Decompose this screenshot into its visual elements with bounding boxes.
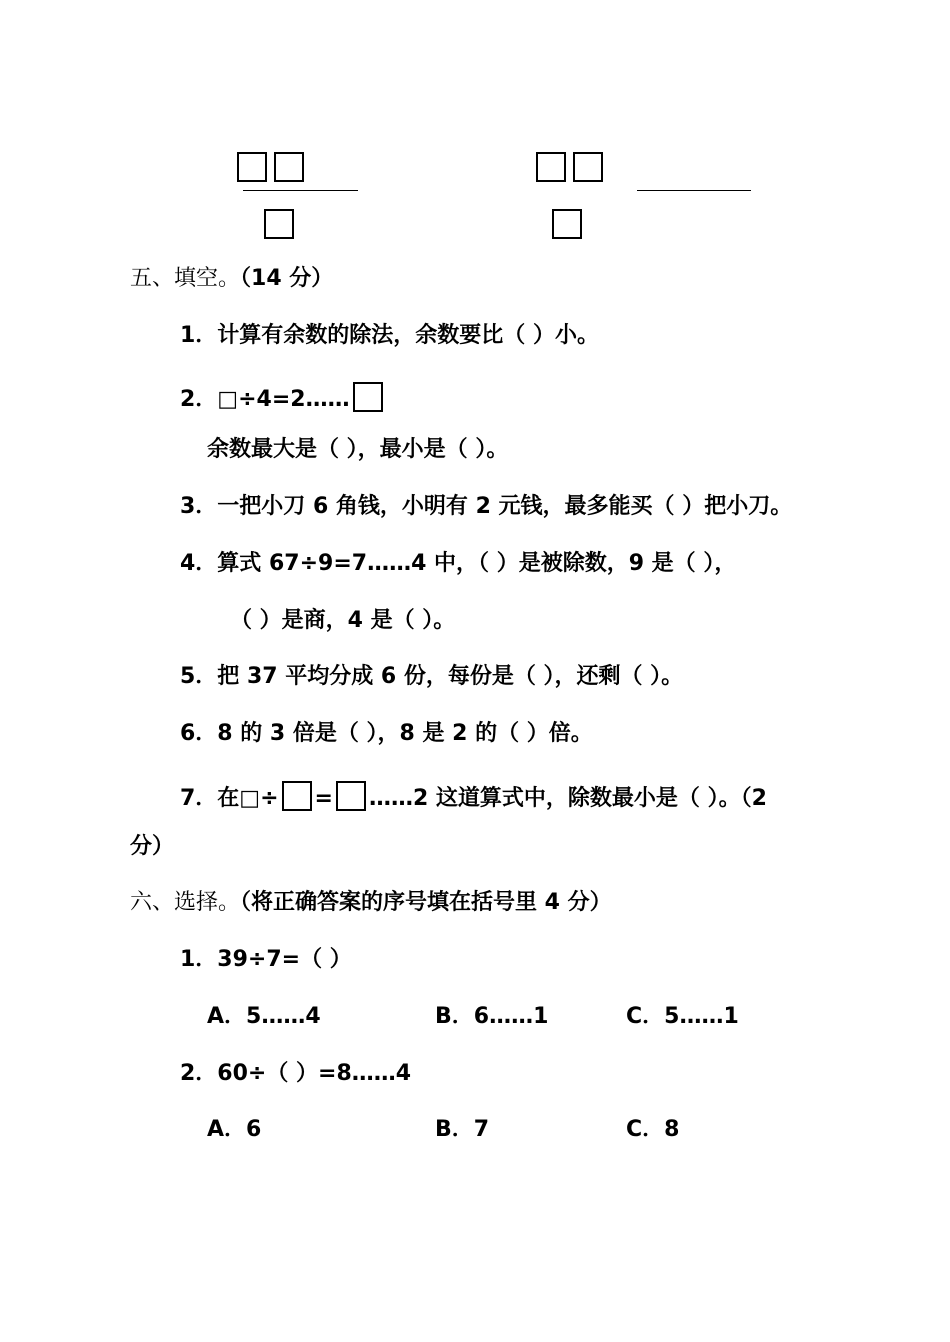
- answer-box-top-right-2[interactable]: [573, 152, 603, 182]
- s5-q7-equals: =: [314, 786, 333, 811]
- s5-question-4: 4．算式 67÷9=7……4 中，（ ）是被除数，9 是（ ），: [180, 551, 737, 576]
- s5-q2-text: 2．□÷4=2……: [180, 387, 350, 412]
- answer-box-bottom-right[interactable]: [552, 209, 582, 239]
- s6-q2-option-c[interactable]: C．8: [626, 1117, 680, 1142]
- answer-box-bottom-left[interactable]: [264, 209, 294, 239]
- s5-question-3: 3．一把小刀 6 角钱，小明有 2 元钱，最多能买（ ）把小刀。: [180, 494, 793, 519]
- s5-q7-suffix: ……2 这道算式中，除数最小是（ ）。（2: [368, 786, 767, 811]
- answer-line-left: [243, 190, 358, 191]
- s5-question-5: 5．把 37 平均分成 6 份，每份是（ ），还剩（ ）。: [180, 664, 684, 689]
- s5-question-2: [180, 382, 386, 415]
- s6-q2-option-b[interactable]: B．7: [435, 1117, 490, 1142]
- s5-question-1: 1．计算有余数的除法，余数要比（ ）小。: [180, 323, 599, 348]
- s5-question-6: 6．8 的 3 倍是（ ），8 是 2 的（ ）倍。: [180, 721, 593, 746]
- answer-box-top-left-1[interactable]: [237, 152, 267, 182]
- s5-q7-divisor-box[interactable]: [282, 781, 312, 811]
- s5-q7-prefix: 7．在□÷: [180, 786, 279, 811]
- s5-question-4-line2: （ ）是商，4 是（ ）。: [230, 608, 456, 633]
- answer-box-top-right-1[interactable]: [536, 152, 566, 182]
- section6-note: （将正确答案的序号填在括号里 4 分）: [240, 890, 612, 915]
- s6-question-1: 1．39÷7=（ ）: [180, 947, 352, 972]
- s5-question-7: [180, 781, 767, 814]
- section5-heading: [130, 264, 333, 294]
- s6-q1-option-c[interactable]: C．5……1: [626, 1004, 739, 1029]
- s6-question-2: 2．60÷（ ）=8……4: [180, 1061, 412, 1086]
- s6-q2-option-a[interactable]: A．6: [207, 1117, 262, 1142]
- section5-title: 五、填空。: [130, 266, 241, 291]
- s6-q1-option-b[interactable]: B．6……1: [435, 1004, 549, 1029]
- section6-heading: [130, 888, 612, 918]
- answer-box-top-left-2[interactable]: [274, 152, 304, 182]
- s6-q1-option-a[interactable]: A．5……4: [207, 1004, 321, 1029]
- section6-title: 六、选择。: [130, 890, 241, 915]
- s5-question-2-line2: 余数最大是（ ），最小是（ ）。: [207, 437, 509, 462]
- section5-points: （14 分）: [240, 266, 334, 291]
- s5-q2-remainder-box[interactable]: [353, 382, 383, 412]
- s5-question-7-cont: 分）: [130, 834, 175, 859]
- answer-line-right: [637, 190, 751, 191]
- s5-q7-quotient-box[interactable]: [336, 781, 366, 811]
